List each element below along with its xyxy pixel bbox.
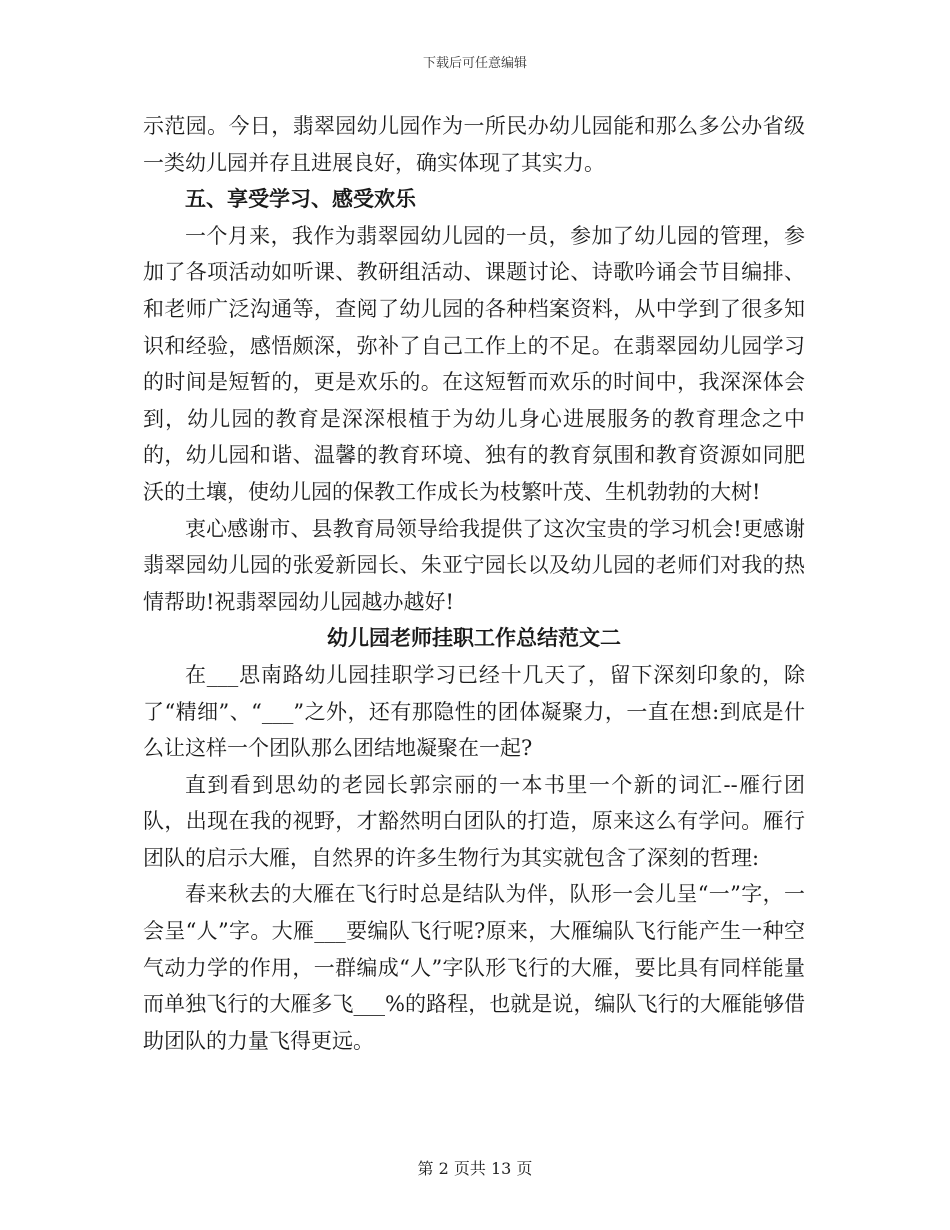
- paragraph: 一个月来，我作为翡翠园幼儿园的一员，参加了幼儿园的管理，参加了各项活动如听课、教研组活动、课题讨论、诗歌吟诵会节目编排、和老师广泛沟通等，查阅了幼儿园的各种档案资料，从中学到了很多知识和经验，感悟颇深，弥补了自己工作上的不足。在翡翠园幼儿园学习的时间是短暂的，更是欢乐的。在这短暂而欢乐的时间中，我深深体会到，幼儿园的教育是深深根植于为幼儿身心进展服务的教育理念之中的，幼儿园和谐、温馨的教育环境、独有的教育氛围和教育资源如同肥沃的土壤，使幼儿园的保教工作成长为枝繁叶茂、生机勃勃的大树!: [143, 223, 805, 504]
- page-footer: 第 2 页共 13 页: [417, 1159, 533, 1178]
- paragraph: 示范园。今日，翡翠园幼儿园作为一所民办幼儿园能和那么多公办省级一类幼儿园并存且进展良好，确实体现了其实力。: [143, 114, 805, 175]
- paragraph: 在___思南路幼儿园挂职学习已经十几天了，留下深刻印象的，除了“精细”、“___”之外，还有那隐性的团体凝聚力，一直在想:到底是什么让这样一个团队那么团结地凝聚在一起?: [143, 662, 805, 761]
- paragraph: 衷心感谢市、县教育局领导给我提供了这次宝贵的学习机会!更感谢翡翠园幼儿园的张爱新园长、朱亚宁园长以及幼儿园的老师们对我的热情帮助!祝翡翠园幼儿园越办越好!: [143, 516, 805, 614]
- page-header: 下载后可任意编辑: [422, 56, 527, 71]
- paragraph: 春来秋去的大雁在飞行时总是结队为伴，队形一会儿呈“一”字，一会呈“人”字。大雁___要编队飞行呢?原来，大雁编队飞行能产生一种空气动力学的作用，一群编成“人”字队形飞行的大雁，要比具有同样能量而单独飞行的大雁多飞___%的路程，也就是说，编队飞行的大雁能够借助团队的力量飞得更远。: [143, 882, 805, 1053]
- document-body: [143, 108, 805, 1059]
- paragraph: 直到看到思幼的老园长郭宗丽的一本书里一个新的词汇--雁行团队，出现在我的视野，才豁然明白团队的打造，原来这么有学问。雁行团队的启示大雁，自然界的许多生物行为其实就包含了深刻的哲理:: [143, 772, 805, 870]
- article-title: 幼儿园老师挂职工作总结范文二: [327, 625, 621, 651]
- section-heading: 五、享受学习、感受欢乐: [185, 186, 416, 212]
